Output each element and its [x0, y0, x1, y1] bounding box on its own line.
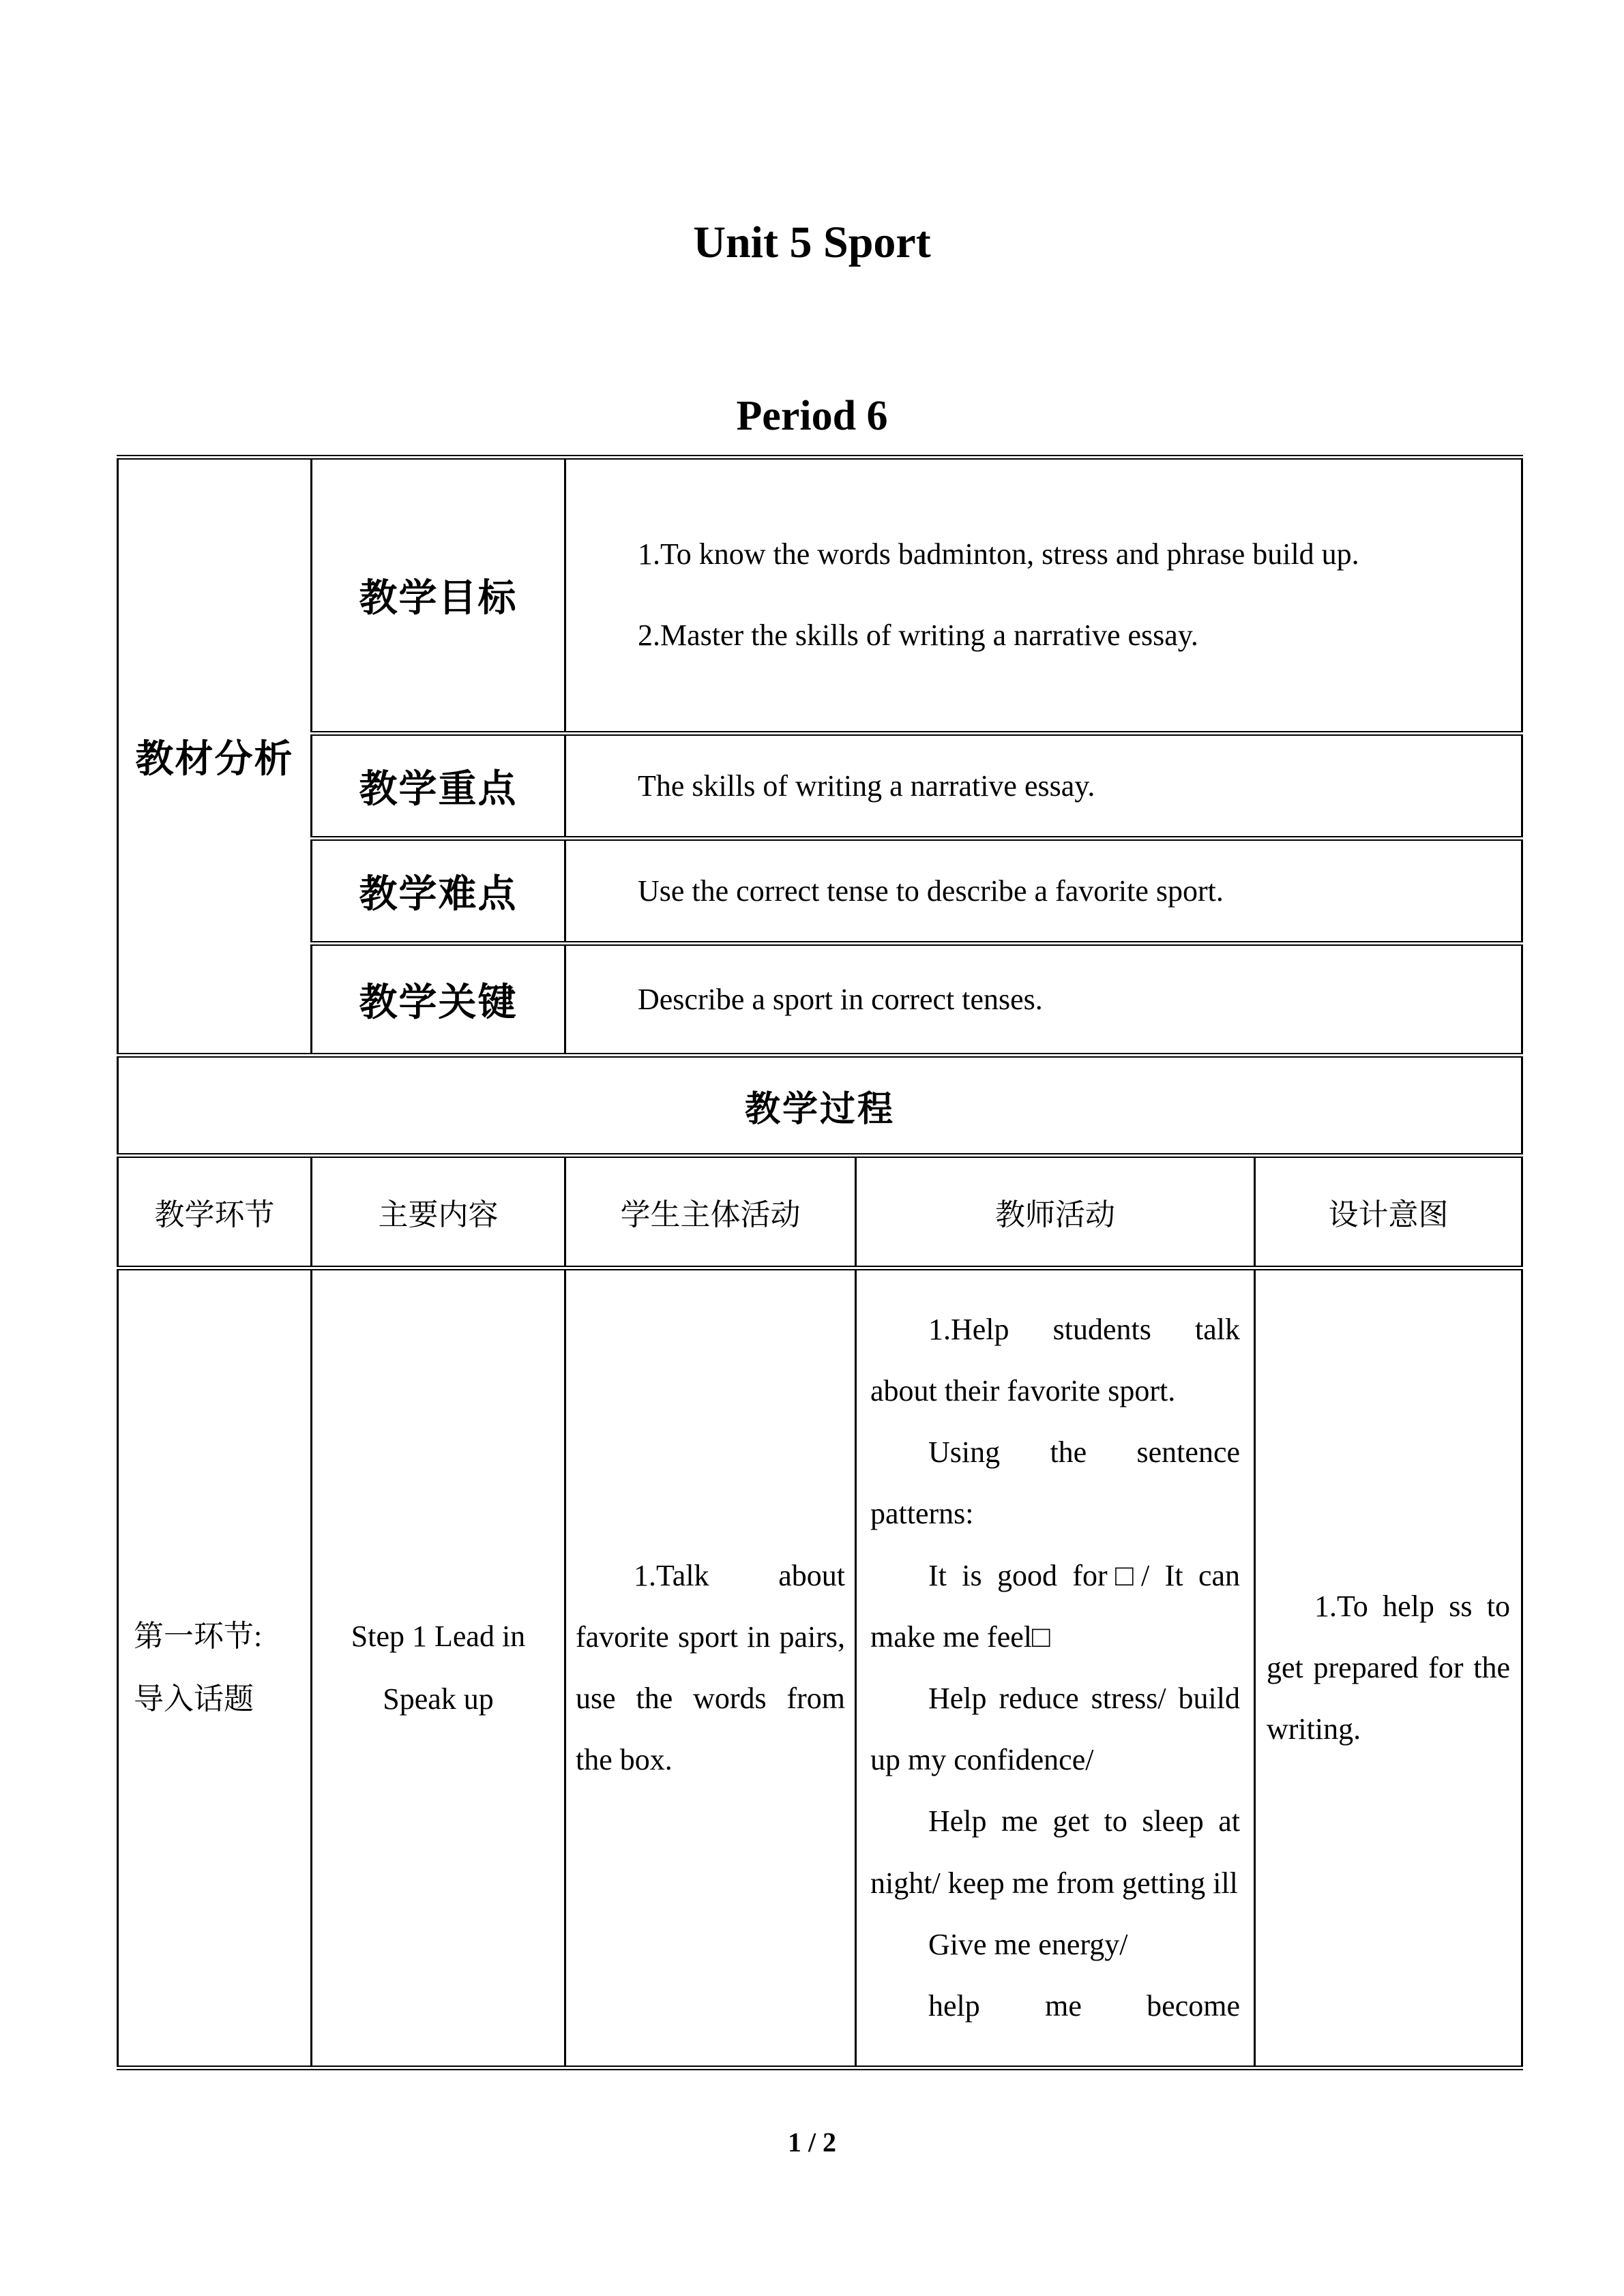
column-header-design-intent: 设计意图	[1255, 1156, 1522, 1268]
objective-line-2: 2.Master the skills of writing a narrative essay.	[638, 618, 1198, 652]
teaching-key-points-content: The skills of writing a narrative essay.	[565, 734, 1522, 839]
page-number: 1 / 2	[787, 2127, 837, 2158]
teaching-difficult-points-content: Use the correct tense to describe a favorite sport.	[565, 839, 1522, 944]
teaching-key-row	[118, 944, 1522, 1056]
teaching-key-label: 教学关键	[312, 944, 565, 1056]
teacher-activity-paragraph: Help me get to sleep at night/ keep me from getting ill	[870, 1804, 1240, 1900]
lesson-plan-table	[117, 455, 1523, 2070]
document-title: Unit 5 Sport	[693, 218, 931, 267]
material-analysis-header-cell: 教材分析	[118, 458, 312, 1056]
objectives-row	[118, 458, 1522, 734]
objective-line-1: 1.To know the words badminton, stress and phrase build up.	[638, 537, 1359, 571]
period-heading: Period 6	[736, 393, 888, 439]
teaching-objectives-label: 教学目标	[312, 458, 565, 734]
stage-line-2: 导入话题	[134, 1682, 254, 1716]
stage-line-1: 第一环节:	[134, 1619, 263, 1653]
teacher-activity-paragraph: Help reduce stress/ build up my confidence/	[870, 1682, 1240, 1777]
design-intent-text: 1.To help ss to get prepared for the writing.	[1267, 1589, 1510, 1746]
design-intent-cell	[1255, 1268, 1522, 2068]
process-content-row	[118, 1268, 1522, 2068]
difficult-points-row	[118, 839, 1522, 944]
main-content-cell	[312, 1268, 565, 2068]
main-content-line-2: Speak up	[383, 1682, 494, 1716]
teaching-key-content: Describe a sport in correct tenses.	[565, 944, 1522, 1056]
teaching-key-points-label: 教学重点	[312, 734, 565, 839]
teaching-process-banner: 教学过程	[118, 1056, 1522, 1156]
student-activity-text: 1.Talk about favorite sport in pairs, use the words from the box.	[576, 1558, 845, 1777]
process-header-row	[118, 1156, 1522, 1268]
column-header-student-activity: 学生主体活动	[565, 1156, 856, 1268]
teacher-activity-paragraph: help me become	[928, 1988, 1240, 2023]
column-header-teacher-activity: 教师活动	[856, 1156, 1255, 1268]
teaching-objectives-content	[565, 458, 1522, 734]
teacher-activity-paragraph: 1.Help students talk about their favorite sport.	[870, 1312, 1240, 1408]
main-content-line-1: Step 1 Lead in	[351, 1619, 526, 1653]
column-header-main-content: 主要内容	[312, 1156, 565, 1268]
teaching-difficult-points-label: 教学难点	[312, 839, 565, 944]
teacher-activity-paragraph: It is good for□/ It can make me feel□	[870, 1558, 1240, 1654]
student-activity-cell	[565, 1268, 856, 2068]
teacher-activity-paragraph: Using the sentence patterns:	[870, 1435, 1240, 1531]
teacher-activity-cell	[856, 1268, 1255, 2068]
process-banner-row	[118, 1056, 1522, 1156]
teacher-activity-paragraph: Give me energy/	[928, 1927, 1128, 1961]
stage-cell	[118, 1268, 312, 2068]
key-points-row	[118, 734, 1522, 839]
column-header-stage: 教学环节	[118, 1156, 312, 1268]
